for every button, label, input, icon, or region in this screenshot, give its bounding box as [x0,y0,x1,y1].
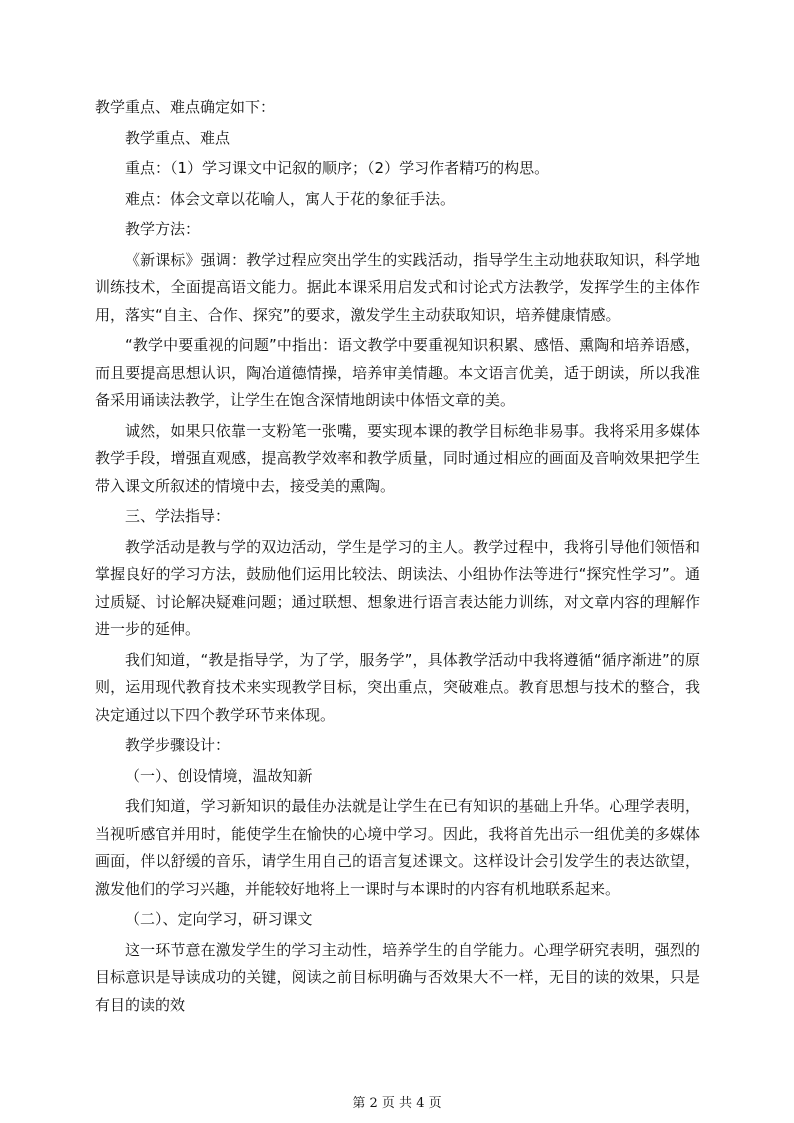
paragraph-heading-study-guidance: 三、学法指导： [125,507,231,525]
paragraph-teaching-issues: “教学中要重视的问题”中指出：语文教学中要重视知识积累、感悟、熏陶和培养语感，而且要提高思想认识，陶冶道德情操，培养审美情趣。本文语言优美，适于朗读，所以我准备采用诵读法教学，让学生在饱含深情地朗读中体悟文章的美。 [95,336,700,409]
paragraph-heading-teaching-method: 教学方法： [125,220,201,238]
page-number-label: 第 2 页 共 4 页 [352,1096,442,1111]
paragraph-step-two-body: 这一环节意在激发学生的学习主动性，培养学生的自学能力。心理学研究表明，强烈的目标意识是导读成功的关键，阅读之前目标明确与否效果大不一样，无目的读的效果，只是有目的读的效 [95,940,700,1014]
paragraph-step-one-heading: （一）、创设情境，温故知新 [125,766,313,785]
paragraph-multimedia: 诚然，如果只依靠一支粉笔一张嘴，要实现本课的教学目标绝非易事。我将采用多媒体教学手段，增强直观感，提高教学效率和教学质量，同时通过相应的画面及音响效果把学生带入课文所叙述的情境中去，接受美的熏陶。 [95,421,700,495]
paragraph-difficult-point: 难点：体会文章以花喻人，寓人于花的象征手法。 [125,189,456,208]
document-body [95,94,700,1022]
paragraph-heading-teaching-steps: 教学步骤设计： [125,736,231,754]
paragraph-key-point: 重点：（1）学习课文中记叙的顺序；（2）学习作者精巧的构思。 [125,159,550,177]
paragraph-step-two-heading: （二）、定向学习，研习课文 [125,910,313,928]
paragraph-teaching-principle: 我们知道，“教是指导学，为了学，服务学”，具体教学活动中我将遵循“循序渐进”的原则，运用现代教育技术来实现教学目标，突出重点，突破难点。教育思想与技术的整合，我决定通过以下四个教学环节来体现。 [95,650,700,724]
paragraph-study-activity: 教学活动是教与学的双边活动，学生是学习的主人。教学过程中，我将引导他们领悟和掌握良好的学习方法，鼓励他们运用比较法、朗读法、小组协作法等进行“探究性学习”。通过质疑、讨论解决疑难问题；通过联想、想象进行语言表达能力训练，对文章内容的理解作进一步的延伸。 [95,537,700,638]
paragraph-new-curriculum: 《新课标》强调：教学过程应突出学生的实践活动，指导学生主动地获取知识，科学地训练技术，全面提高语文能力。据此本课采用启发式和讨论式方法教学，发挥学生的主体作用，落实“自主、合作、探究”的要求，激发学生主动获取知识，培养健康情感。 [95,250,700,324]
paragraph-step-one-body: 我们知道，学习新知识的最佳办法就是让学生在已有知识的基础上升华。心理学表明，当视听感官并用时，能使学生在愉快的心境中学习。因此，我将首先出示一组优美的多媒体画面，伴以舒缓的音乐，请学生用自己的语言复述课文。这样设计会引发学生的表达欲望，激发他们的学习兴趣，并能较好地将上一课时与本课时的内容有机地联系起来。 [95,797,700,898]
page-footer [0,1092,794,1111]
paragraph-heading-key-points-intro: 教学重点、难点确定如下： [95,98,276,116]
paragraph-heading-key-points: 教学重点、难点 [125,128,231,147]
